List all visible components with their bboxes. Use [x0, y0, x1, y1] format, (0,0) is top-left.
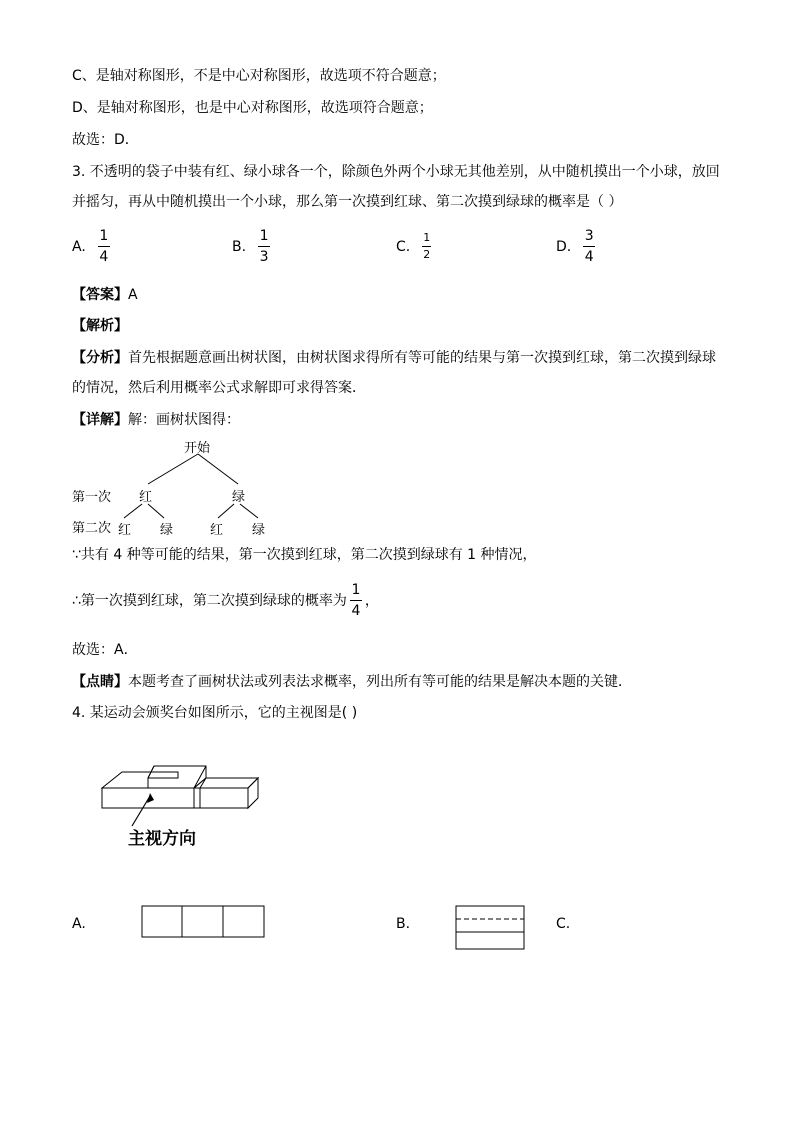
because-line — [72, 545, 537, 565]
question-3-line-1: 3. 不透明的袋子中装有红、绿小球各一个，除颜色外两个小球无其他差别，从中随机摸出一个小球，放回 — [72, 164, 720, 180]
answer-tag: 【答案】 — [72, 287, 128, 303]
fraction-bar — [350, 600, 362, 601]
question-3-line-2: 并摇匀，再从中随机摸出一个小球，那么第一次摸到红球、第二次摸到绿球的概率是（ ） — [72, 194, 623, 210]
answer-value: A — [128, 287, 138, 303]
tree-node-red: 红 — [139, 490, 153, 505]
q4-choice-b-label: B. — [396, 916, 411, 932]
tree-leaf-red: 红 — [210, 523, 224, 538]
dianjing-text: 本题考查了画树状法或列表法求概率，列出所有等可能的结果是解决本题的关键． — [128, 674, 632, 690]
numerator: 3 — [584, 228, 594, 244]
q3-choice-a — [72, 228, 110, 265]
denominator: 4 — [584, 249, 594, 265]
tree-leaf-red: 红 — [118, 523, 132, 538]
fraction — [350, 582, 362, 619]
q3-choice-b — [232, 228, 270, 265]
fenxi-line-2: 的情况，然后利用概率公式求解即可求得答案． — [72, 380, 366, 396]
choice-label: A. — [72, 238, 86, 255]
view-direction-label: 主视方向 — [128, 829, 196, 849]
fraction-bar — [98, 246, 110, 247]
answer-line-a: 故选：A． — [72, 642, 138, 658]
tree-node-green: 绿 — [232, 490, 246, 505]
xiangjie-line — [72, 410, 240, 430]
answer-line-d: 故选：D． — [72, 132, 139, 148]
therefore-text: 第一次摸到红球，第二次摸到绿球的概率为 — [80, 592, 347, 609]
probability-tree-diagram — [72, 434, 292, 538]
fenxi-line-1 — [72, 348, 716, 368]
q3-choice-c — [396, 232, 431, 261]
option-d-explanation: D、是轴对称图形，也是中心对称图形，故选项符合题意； — [72, 100, 433, 116]
answer-line — [72, 285, 138, 305]
fraction-bar — [258, 246, 270, 247]
because-symbol: ∵ — [72, 547, 81, 563]
dianjing-line — [72, 672, 632, 692]
denominator: 4 — [351, 603, 361, 619]
choice-label: C. — [396, 238, 411, 255]
direction-arrow — [132, 796, 150, 826]
xiangjie-tag: 【详解】 — [72, 412, 128, 428]
q3-choice-d — [556, 228, 595, 265]
tree-leaf-green: 绿 — [252, 523, 266, 538]
tree-row-label-first: 第一次 — [72, 490, 112, 505]
therefore-symbol: ∴ — [72, 592, 81, 609]
q4-choice-a-figure — [141, 905, 265, 939]
dianjing-tag: 【点睛】 — [72, 674, 128, 690]
choice-label: D. — [556, 238, 572, 255]
xiangjie-text: 解：画树状图得： — [128, 412, 240, 428]
denominator: 2 — [423, 248, 431, 261]
fraction — [422, 232, 431, 261]
fraction-bar — [422, 246, 431, 247]
fraction — [583, 228, 595, 265]
option-c-explanation: C、是轴对称图形，不是中心对称图形，故选项不符合题意； — [72, 68, 446, 84]
tree-leaf-green: 绿 — [160, 523, 174, 538]
tree-row-label-second: 第二次 — [72, 521, 112, 536]
numerator: 1 — [423, 231, 431, 244]
numerator: 1 — [99, 228, 109, 244]
numerator: 1 — [351, 582, 361, 598]
analysis-tag: 【解析】 — [72, 318, 128, 334]
fenxi-tag: 【分析】 — [72, 350, 128, 366]
denominator: 3 — [259, 249, 269, 265]
analysis-heading — [72, 316, 128, 336]
fraction — [98, 228, 110, 265]
q4-choice-a-label: A. — [72, 916, 86, 932]
q4-choice-b-figure — [455, 905, 525, 951]
tree-root: 开始 — [184, 441, 211, 456]
therefore-line — [72, 582, 379, 619]
fraction — [258, 228, 270, 265]
numerator: 1 — [259, 228, 269, 244]
q4-choice-c-label: C. — [556, 916, 571, 932]
therefore-end: ， — [364, 592, 379, 609]
denominator: 4 — [99, 249, 109, 265]
fenxi-text-1: 首先根据题意画出树状图，由树状图求得所有等可能的结果与第一次摸到红球，第二次摸到绿球 — [128, 350, 716, 366]
question-4: 4. 某运动会颁奖台如图所示，它的主视图是( ) — [72, 705, 358, 721]
fraction-bar — [583, 246, 595, 247]
because-text: 共有 4 种等可能的结果，第一次摸到红球，第二次摸到绿球有 1 种情况， — [80, 547, 537, 563]
choice-label: B. — [232, 238, 247, 255]
